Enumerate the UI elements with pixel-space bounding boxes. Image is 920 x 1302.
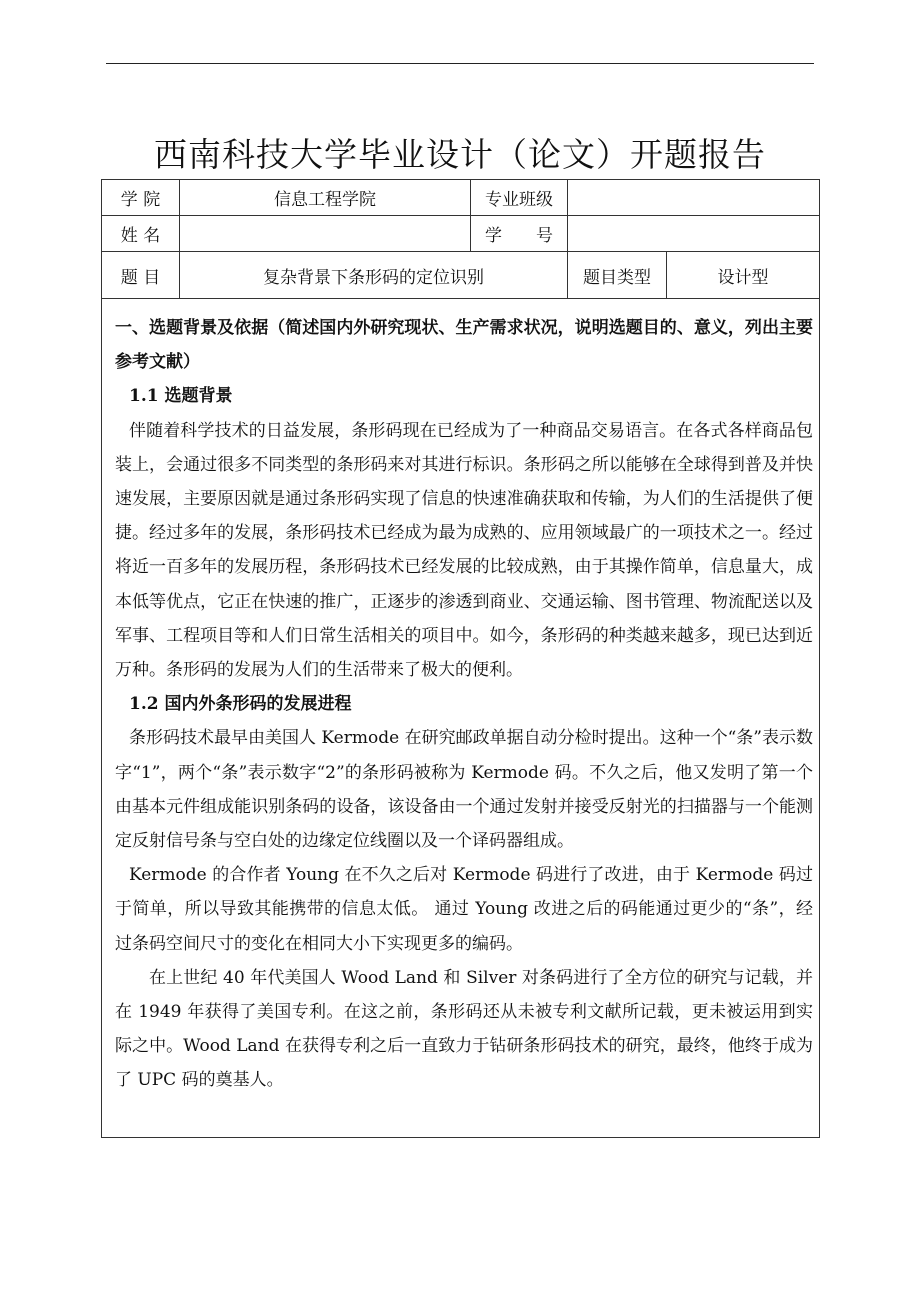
- college-label: 学 院: [102, 180, 180, 216]
- paragraph-background: 伴随着科学技术的日益发展，条形码现在已经成为了一种商品交易语言。在各式各样商品包装上，会通过很多不同类型的条形码来对其进行标识。条形码之所以能够在全球得到普及并快速发展，主要原因就是通过条形码实现了信息的快速准确获取和传输，为人们的生活提供了便捷。经过多年的发展，条形码技术已经成为最为成熟的、应用领域最广的一项技术之一。经过将近一百多年的发展历程，条形码技术已经发展的比较成熟，由于其操作简单，信息量大，成本低等优点，它正在快速的推广，正逐步的渗透到商业、交通运输、图书管理、物流配送以及军事、工程项目等和人们日常生活相关的项目中。如今，条形码的种类越来越多，现已达到近万种。条形码的发展为人们的生活带来了极大的便利。: [115, 420, 813, 681]
- section-content: [102, 299, 819, 1137]
- page-title: 西南科技大学毕业设计（论文）开题报告: [154, 135, 766, 174]
- college-value: 信息工程学院: [180, 180, 471, 216]
- student-no-value: [568, 216, 820, 252]
- report-form-table: [101, 179, 820, 1138]
- row-body: [102, 299, 820, 1138]
- header-rule: [106, 63, 814, 64]
- topic-value: 复杂背景下条形码的定位识别: [180, 252, 568, 299]
- name-label: 姓 名: [102, 216, 180, 252]
- row-college: [102, 180, 820, 216]
- type-value: 设计型: [667, 252, 820, 299]
- class-label: 专业班级: [471, 180, 568, 216]
- paragraph-young: Kermode 的合作者 Young 在不久之后对 Kermode 码进行了改进，由于 Kermode 码过于简单，所以导致其能携带的信息太低。 通过 Young 改进之后的码能通过更少的“条”，经过条码空间尺寸的变化在相同大小下实现更多的编码。: [115, 865, 813, 954]
- topic-label: 题 目: [102, 252, 180, 299]
- class-value: [568, 180, 820, 216]
- type-label: 题目类型: [568, 252, 667, 299]
- subheading-1-2: 1.2 国内外条形码的发展进程: [129, 694, 352, 715]
- body-cell: [102, 299, 820, 1138]
- section-heading: 一、选题背景及依据（简述国内外研究现状、生产需求状况，说明选题目的、意义，列出主要参考文献）: [115, 318, 813, 373]
- name-value: [180, 216, 471, 252]
- row-name: [102, 216, 820, 252]
- paragraph-woodland: 在上世纪 40 年代美国人 Wood Land 和 Silver 对条码进行了全方位的研究与记载，并在 1949 年获得了美国专利。在这之前，条形码还从未被专利文献所记载，更未被运用到实际之中。Wood Land 在获得专利之后一直致力于钻研条形码技术的研究，最终，他终于成为了 UPC 码的奠基人。: [115, 967, 813, 1091]
- row-topic: [102, 252, 820, 299]
- subheading-1-1: 1.1 选题背景: [129, 386, 233, 407]
- paragraph-kermode: 条形码技术最早由美国人 Kermode 在研究邮政单据自动分检时提出。这种一个“条”表示数字“1”，两个“条”表示数字“2”的条形码被称为 Kermode 码。不久之后，他又发明了第一个由基本元件组成能识别条码的设备，该设备由一个通过发射并接受反射光的扫描器与一个能测定反射信号条与空白处的边缘定位线圈以及一个译码器组成。: [115, 728, 813, 852]
- student-no-label: 学 号: [471, 216, 568, 252]
